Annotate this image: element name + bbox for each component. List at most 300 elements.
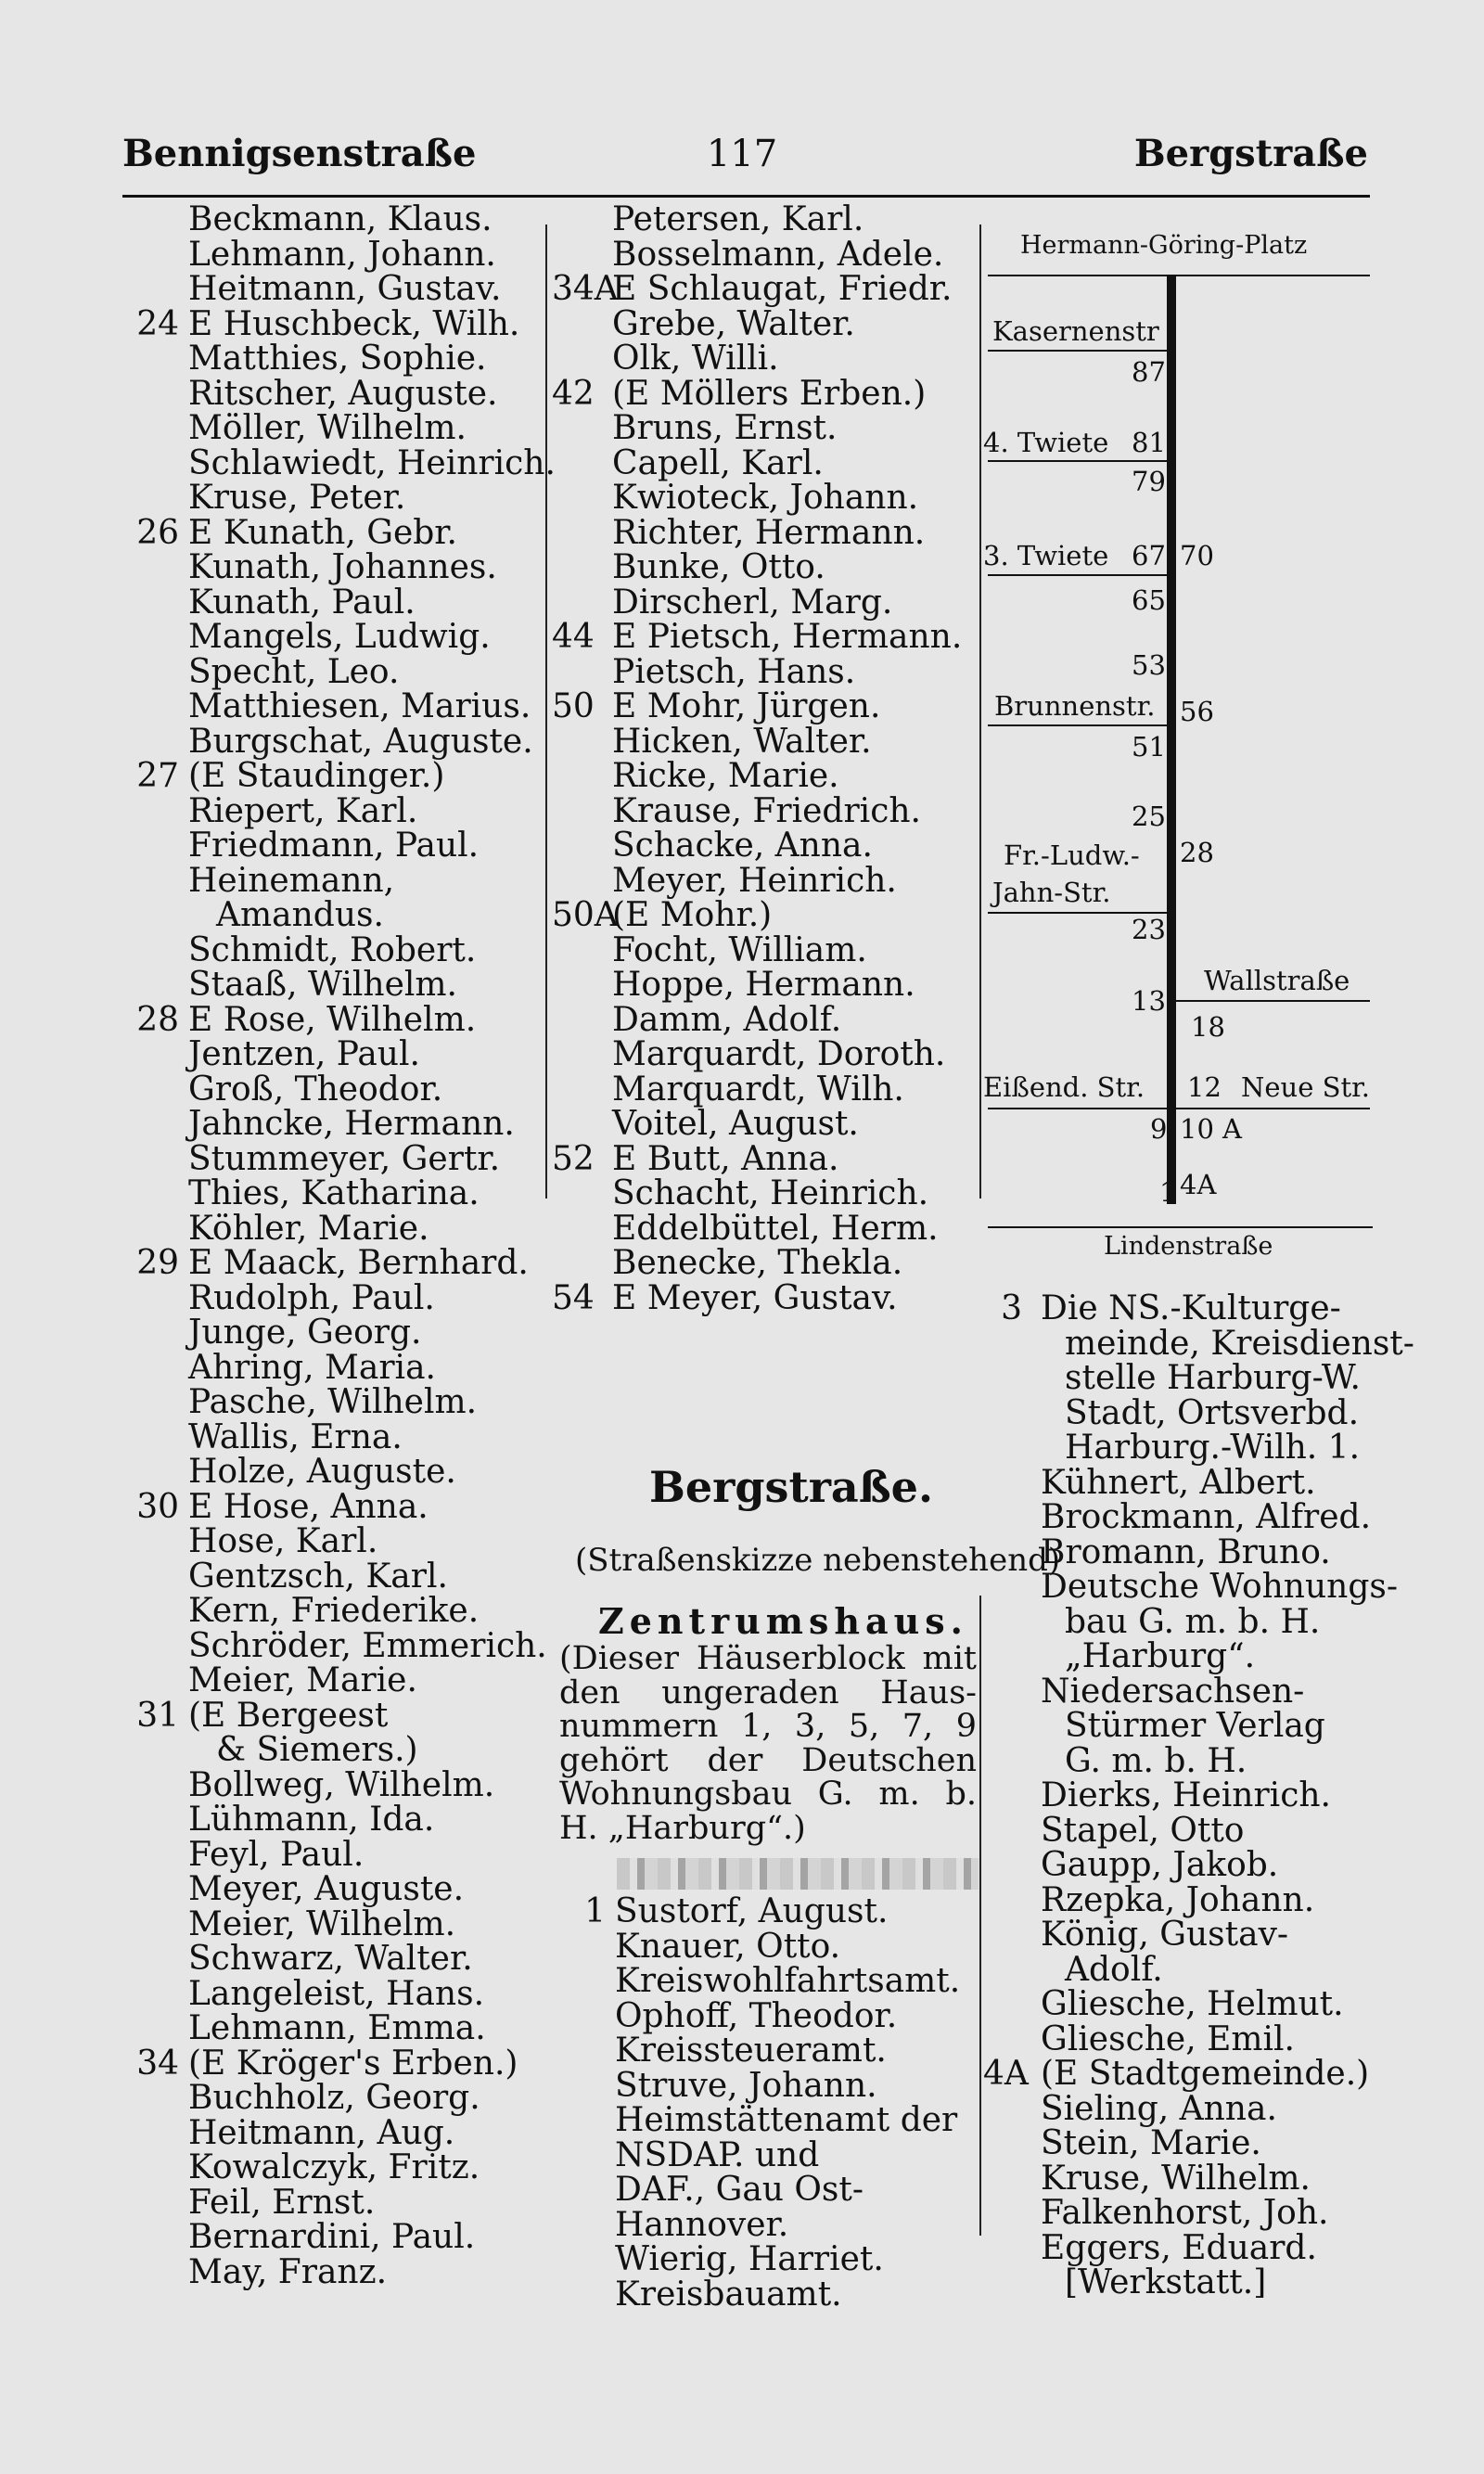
sketch-label-jahn-2: Jahn-Str. bbox=[992, 877, 1111, 908]
resident-name: Kruse, Wilhelm. bbox=[1041, 2159, 1311, 2198]
list-item bbox=[552, 1139, 974, 1178]
resident-name: Matthiesen, Marius. bbox=[188, 687, 531, 725]
column-bergstrasse bbox=[983, 1289, 1414, 2301]
sketch-label-3-twiete: 3. Twiete bbox=[983, 540, 1109, 571]
list-item bbox=[125, 2081, 543, 2116]
list-item bbox=[125, 1872, 543, 1907]
header-rule bbox=[122, 195, 1370, 198]
zentrumshaus-heading: Zentrumshaus. bbox=[598, 1600, 968, 1642]
resident-name: Meyer, Auguste. bbox=[188, 1870, 465, 1908]
resident-name: Focht, William. bbox=[612, 930, 867, 969]
list-item bbox=[983, 1393, 1373, 1432]
resident-name: May, Franz. bbox=[188, 2252, 388, 2291]
list-item bbox=[125, 1942, 543, 1977]
house-number: 4A bbox=[983, 2055, 1029, 2093]
note-line: (Dieser Häuserblock mit bbox=[559, 1640, 977, 1677]
column-divider-1 bbox=[545, 224, 547, 1199]
list-item bbox=[983, 1778, 1373, 1814]
resident-name: Marquardt, Doroth. bbox=[612, 1035, 946, 1073]
sketch-number: 23 bbox=[1132, 914, 1166, 945]
resident-name: E Mohr, Jürgen. bbox=[612, 687, 881, 725]
resident-name: Damm, Adolf. bbox=[612, 1000, 842, 1039]
note-line: H. „Harburg“.) bbox=[559, 1809, 806, 1847]
list-item bbox=[552, 1964, 979, 1999]
resident-name: Grebe, Walter. bbox=[612, 304, 855, 343]
house-number: 29 bbox=[136, 1244, 179, 1282]
resident-name: Heitmann, Aug. bbox=[188, 2113, 455, 2152]
sketch-line bbox=[988, 275, 1370, 276]
list-item bbox=[983, 1324, 1414, 1363]
resident-name: Stummeyer, Gertr. bbox=[188, 1139, 501, 1178]
resident-name: Schacke, Anna. bbox=[612, 827, 873, 865]
resident-name: E Rose, Wilhelm. bbox=[188, 1000, 477, 1039]
list-item bbox=[125, 724, 543, 760]
list-item bbox=[125, 1487, 543, 1526]
list-item bbox=[125, 550, 543, 585]
list-item bbox=[552, 550, 974, 585]
sketch-line bbox=[988, 350, 1169, 352]
house-number: 1 bbox=[584, 1892, 606, 1930]
list-item bbox=[552, 2066, 979, 2105]
resident-name: E Pietsch, Hermann. bbox=[612, 618, 963, 656]
sketch-line bbox=[988, 1108, 1370, 1109]
list-item bbox=[983, 1950, 1373, 1989]
resident-name: Holze, Auguste. bbox=[188, 1453, 456, 1491]
resident-name: Friedmann, Paul. bbox=[188, 827, 480, 865]
list-item bbox=[125, 1733, 543, 1768]
resident-name: Mangels, Ludwig. bbox=[188, 618, 491, 656]
resident-name: G. m. b. H. bbox=[1065, 1741, 1247, 1780]
list-item bbox=[983, 2265, 1373, 2301]
resident-name: Kreiswohlfahrtsamt. bbox=[615, 1962, 961, 2000]
resident-name: Riepert, Karl. bbox=[188, 791, 418, 830]
list-item bbox=[552, 2103, 979, 2138]
list-item bbox=[125, 1904, 543, 1943]
list-item bbox=[125, 304, 543, 343]
resident-name: Jahncke, Hermann. bbox=[188, 1105, 515, 1143]
list-item bbox=[125, 585, 543, 621]
resident-name: Specht, Leo. bbox=[188, 652, 400, 691]
list-item bbox=[125, 1246, 543, 1281]
sketch-number: 53 bbox=[1132, 649, 1166, 681]
sketch-number: 79 bbox=[1132, 466, 1166, 497]
list-item bbox=[552, 1894, 979, 1929]
list-item bbox=[983, 2196, 1373, 2231]
list-item bbox=[552, 1000, 974, 1039]
list-item bbox=[552, 1996, 979, 2035]
resident-name: Sieling, Anna. bbox=[1041, 2089, 1277, 2128]
sketch-number: 13 bbox=[1132, 985, 1166, 1017]
sketch-number: 81 bbox=[1132, 427, 1166, 458]
resident-name: bau G. m. b. H. bbox=[1065, 1602, 1321, 1641]
column-divider-2 bbox=[979, 224, 981, 1199]
resident-name: Meyer, Heinrich. bbox=[612, 861, 897, 900]
resident-name: Groß, Theodor. bbox=[188, 1070, 443, 1109]
street-heading: Bergstraße. bbox=[649, 1462, 933, 1512]
sketch-number: 25 bbox=[1132, 801, 1166, 832]
resident-name: Hicken, Walter. bbox=[612, 722, 872, 761]
list-item bbox=[125, 1000, 543, 1039]
sketch-number: 18 bbox=[1191, 1011, 1225, 1043]
sketch-number: 70 bbox=[1180, 540, 1214, 571]
resident-name: E Butt, Anna. bbox=[612, 1139, 839, 1178]
resident-name: Krause, Friedrich. bbox=[612, 791, 921, 830]
list-item bbox=[552, 513, 974, 552]
list-item bbox=[125, 1455, 543, 1490]
resident-name: Köhler, Marie. bbox=[188, 1209, 429, 1248]
resident-name: (E Kröger's Erben.) bbox=[188, 2044, 518, 2083]
list-item bbox=[125, 2150, 543, 2186]
list-item bbox=[125, 1594, 543, 1629]
house-number: 30 bbox=[136, 1487, 179, 1526]
house-number: 27 bbox=[136, 757, 179, 795]
list-item bbox=[983, 1500, 1373, 1535]
resident-name: Capell, Karl. bbox=[612, 443, 824, 482]
resident-name: Ophoff, Theodor. bbox=[615, 1996, 898, 2035]
list-item bbox=[552, 2173, 979, 2208]
house-number: 52 bbox=[552, 1139, 595, 1178]
list-item bbox=[983, 1532, 1373, 1571]
list-item bbox=[552, 2242, 979, 2277]
list-item bbox=[125, 861, 543, 900]
list-item bbox=[552, 1246, 974, 1281]
resident-name: Falkenhorst, Joh. bbox=[1041, 2194, 1329, 2232]
resident-name: Burgschat, Auguste. bbox=[188, 722, 533, 761]
resident-name: Meier, Marie. bbox=[188, 1661, 417, 1699]
list-item bbox=[983, 1848, 1373, 1883]
list-item bbox=[552, 2033, 979, 2069]
resident-name: Feil, Ernst. bbox=[188, 2183, 376, 2222]
resident-name: Stapel, Otto bbox=[1041, 1811, 1245, 1850]
sketch-label-wallstrasse: Wallstraße bbox=[1204, 965, 1350, 996]
resident-name: Ahring, Maria. bbox=[188, 1348, 436, 1387]
resident-name: Lehmann, Emma. bbox=[188, 2009, 486, 2047]
list-item bbox=[552, 1278, 974, 1317]
resident-name: & Siemers.) bbox=[216, 1731, 418, 1769]
house-number: 44 bbox=[552, 618, 595, 656]
list-item bbox=[125, 2113, 543, 2152]
resident-name: Lühmann, Ida. bbox=[188, 1801, 435, 1839]
list-item bbox=[125, 1559, 543, 1595]
sketch-number: 4A bbox=[1180, 1169, 1217, 1200]
resident-name: König, Gustav- bbox=[1041, 1916, 1289, 1954]
resident-name: Kowalczyk, Fritz. bbox=[188, 2148, 480, 2186]
list-item bbox=[983, 2228, 1373, 2267]
list-item bbox=[125, 2183, 543, 2222]
sketch-label-hermann-goering-platz: Hermann-Göring-Platz bbox=[1020, 231, 1308, 260]
resident-name: Wierig, Harriet. bbox=[615, 2240, 884, 2278]
house-number: 54 bbox=[552, 1278, 595, 1317]
resident-name: Kunath, Johannes. bbox=[188, 548, 497, 586]
list-item bbox=[125, 2252, 543, 2291]
resident-name: Knauer, Otto. bbox=[615, 1927, 841, 1966]
sketch-number: 56 bbox=[1180, 696, 1214, 727]
resident-name: Gentzsch, Karl. bbox=[188, 1557, 448, 1596]
resident-name: Kreissteueramt. bbox=[615, 2032, 887, 2070]
list-item bbox=[983, 1430, 1373, 1466]
resident-name: Heitmann, Gustav. bbox=[188, 270, 502, 308]
list-item bbox=[983, 1568, 1399, 1606]
list-item bbox=[552, 791, 974, 830]
list-item bbox=[552, 202, 974, 237]
resident-name: Buchholz, Georg. bbox=[188, 2079, 480, 2117]
list-item bbox=[125, 1315, 543, 1351]
resident-name: Ricke, Marie. bbox=[612, 757, 839, 795]
list-item bbox=[125, 1278, 543, 1317]
list-item bbox=[552, 1072, 974, 1108]
list-item bbox=[552, 652, 974, 691]
resident-name: E Maack, Bernhard. bbox=[188, 1244, 529, 1282]
list-item bbox=[552, 759, 974, 794]
list-item bbox=[125, 1037, 543, 1072]
resident-name: Adolf. bbox=[1065, 1950, 1163, 1989]
list-item bbox=[552, 1211, 974, 1247]
note-line: den ungeraden Haus- bbox=[559, 1673, 977, 1711]
resident-name: Heinemann, bbox=[188, 861, 395, 900]
list-item bbox=[125, 2011, 543, 2046]
sketch-label-lindenstrasse: Lindenstraße bbox=[1104, 1232, 1273, 1261]
resident-name: E Kunath, Gebr. bbox=[188, 513, 458, 552]
list-item bbox=[125, 1524, 543, 1559]
sketch-number: 10 bbox=[1180, 1113, 1214, 1145]
resident-name: Staaß, Wilhelm. bbox=[188, 966, 457, 1004]
list-item bbox=[552, 1037, 974, 1072]
list-item bbox=[125, 898, 543, 933]
house-number: 42 bbox=[552, 374, 595, 413]
resident-name: E Hose, Anna. bbox=[188, 1487, 429, 1526]
list-item bbox=[983, 2161, 1373, 2197]
sketch-number: 12 bbox=[1187, 1071, 1222, 1103]
resident-name: Wallis, Erna. bbox=[188, 1417, 403, 1456]
sketch-label-jahn-1: Fr.-Ludw.- bbox=[1004, 840, 1140, 871]
resident-name: (E Möllers Erben.) bbox=[612, 374, 927, 413]
resident-name: Bernardini, Paul. bbox=[188, 2218, 476, 2256]
resident-name: Kwioteck, Johann. bbox=[612, 479, 919, 517]
list-item bbox=[552, 2135, 979, 2174]
list-item bbox=[983, 1880, 1373, 1919]
sketch-number: 65 bbox=[1132, 584, 1166, 616]
resident-name: [Werkstatt.] bbox=[1065, 2263, 1267, 2301]
list-item bbox=[983, 1987, 1373, 2022]
list-item bbox=[125, 481, 543, 516]
resident-name: Rudolph, Paul. bbox=[188, 1278, 435, 1317]
list-item bbox=[552, 304, 974, 343]
resident-name: DAF., Gau Ost- bbox=[615, 2171, 864, 2209]
list-item bbox=[125, 652, 543, 691]
resident-name: E Schlaugat, Friedr. bbox=[612, 270, 953, 308]
column-divider-2-lower bbox=[979, 1596, 981, 2236]
list-item bbox=[125, 272, 543, 307]
sketch-label-kasernenstr: Kasernenstr bbox=[992, 315, 1159, 347]
sketch-line bbox=[988, 460, 1169, 462]
resident-name: Kühnert, Albert. bbox=[1041, 1463, 1316, 1502]
list-item bbox=[125, 202, 543, 237]
sketch-label-brunnenstr: Brunnenstr. bbox=[994, 690, 1156, 722]
list-item bbox=[125, 2046, 543, 2082]
list-item bbox=[983, 2019, 1373, 2058]
list-item bbox=[552, 2205, 979, 2244]
list-item bbox=[125, 1626, 547, 1665]
list-item bbox=[125, 1348, 543, 1387]
resident-name: E Huschbeck, Wilh. bbox=[188, 304, 520, 343]
list-item bbox=[983, 2057, 1373, 2092]
resident-name: Gliesche, Helmut. bbox=[1041, 1985, 1344, 2023]
list-item bbox=[552, 898, 974, 933]
list-item bbox=[983, 1811, 1373, 1850]
resident-name: Schröder, Emmerich. bbox=[188, 1626, 547, 1665]
list-item bbox=[552, 930, 974, 969]
sketch-line bbox=[988, 1226, 1373, 1228]
list-item bbox=[552, 585, 974, 621]
list-item bbox=[552, 341, 974, 377]
resident-name: Pietsch, Hans. bbox=[612, 652, 856, 691]
sketch-number: 87 bbox=[1132, 356, 1166, 388]
list-item bbox=[983, 2089, 1373, 2128]
list-item bbox=[125, 1417, 543, 1456]
resident-name: Petersen, Karl. bbox=[612, 200, 864, 238]
list-item bbox=[125, 1765, 543, 1804]
resident-name: Dierks, Heinrich. bbox=[1041, 1776, 1331, 1814]
list-item bbox=[125, 1139, 543, 1178]
list-item bbox=[125, 1176, 543, 1211]
list-item bbox=[552, 481, 974, 516]
resident-name: Heimstättenamt der bbox=[615, 2101, 958, 2139]
list-item bbox=[983, 2126, 1373, 2161]
list-item bbox=[552, 411, 974, 446]
street-subtitle: (Straßenskizze nebenstehend) bbox=[575, 1542, 1061, 1579]
resident-name: Junge, Georg. bbox=[188, 1314, 422, 1352]
resident-name: Stürmer Verlag bbox=[1065, 1707, 1325, 1745]
header-left-street: Bennigsenstraße bbox=[122, 132, 477, 175]
sketch-label-neue-str: Neue Str. bbox=[1241, 1071, 1371, 1103]
resident-name: Brockmann, Alfred. bbox=[1041, 1498, 1372, 1536]
list-item bbox=[125, 791, 543, 830]
resident-name: Voitel, August. bbox=[612, 1105, 859, 1143]
resident-name: Ritscher, Auguste. bbox=[188, 374, 498, 413]
list-item bbox=[125, 1698, 543, 1734]
list-item bbox=[125, 411, 543, 446]
house-number: 50A bbox=[552, 896, 619, 934]
list-item bbox=[125, 374, 543, 413]
resident-name: Kern, Friederike. bbox=[188, 1592, 480, 1630]
resident-name: meinde, Kreisdienst- bbox=[1065, 1324, 1414, 1363]
resident-name: Kreisbauamt. bbox=[615, 2275, 842, 2314]
resident-name: Niedersachsen- bbox=[1041, 1672, 1305, 1711]
header-right-street: Bergstraße bbox=[1133, 132, 1368, 175]
resident-name: (E Stadtgemeinde.) bbox=[1041, 2055, 1370, 2093]
house-number: 24 bbox=[136, 304, 179, 343]
list-item bbox=[125, 1663, 543, 1698]
sketch-label-eissend-str: Eißend. Str. bbox=[983, 1071, 1145, 1103]
list-item bbox=[125, 930, 543, 969]
resident-name: Bromann, Bruno. bbox=[1041, 1532, 1331, 1571]
resident-name: Stadt, Ortsverbd. bbox=[1065, 1393, 1360, 1432]
list-item bbox=[983, 1602, 1373, 1641]
resident-name: Deutsche Wohnungs- bbox=[1041, 1568, 1399, 1606]
page-number: 117 bbox=[706, 133, 778, 175]
resident-name: Kunath, Paul. bbox=[188, 583, 416, 622]
resident-name: stelle Harburg-W. bbox=[1065, 1359, 1361, 1397]
sketch-label-4-twiete: 4. Twiete bbox=[983, 427, 1109, 458]
house-number: 34 bbox=[136, 2044, 179, 2083]
resident-name: Richter, Hermann. bbox=[612, 513, 926, 552]
column-bennigsenstrasse-cont bbox=[552, 202, 974, 1315]
resident-name: Struve, Johann. bbox=[615, 2066, 877, 2105]
list-item bbox=[552, 443, 974, 482]
list-item bbox=[552, 828, 974, 864]
sketch-number: 1 bbox=[1159, 1176, 1177, 1208]
list-item bbox=[552, 1176, 974, 1211]
note-line: nummern 1, 3, 5, 7, 9 bbox=[559, 1708, 977, 1745]
house-number: 50 bbox=[552, 687, 595, 725]
resident-name: (E Bergeest bbox=[188, 1696, 389, 1735]
house-number: 26 bbox=[136, 513, 179, 552]
sketch-line bbox=[988, 574, 1169, 576]
note-line: gehört der Deutschen bbox=[559, 1741, 977, 1779]
list-item bbox=[552, 272, 974, 307]
sketch-number: 67 bbox=[1132, 540, 1166, 571]
house-number: 28 bbox=[136, 1000, 179, 1039]
resident-name: Feyl, Paul. bbox=[188, 1835, 365, 1874]
resident-name: Olk, Willi. bbox=[612, 340, 779, 378]
resident-name: Hannover. bbox=[615, 2205, 789, 2244]
resident-name: Die NS.-Kulturge- bbox=[1041, 1289, 1341, 1327]
sketch-line bbox=[988, 724, 1169, 726]
list-item bbox=[125, 1974, 543, 2013]
list-item bbox=[552, 620, 974, 655]
resident-name: „Harburg“. bbox=[1065, 1637, 1256, 1675]
resident-name: Dirscherl, Marg. bbox=[612, 583, 893, 622]
house-number: 31 bbox=[136, 1696, 179, 1735]
sketch-number: 28 bbox=[1180, 837, 1214, 868]
list-item bbox=[552, 374, 974, 413]
resident-name: NSDAP. und bbox=[615, 2135, 820, 2174]
resident-name: Pasche, Wilhelm. bbox=[188, 1383, 478, 1421]
resident-name: Marquardt, Wilh. bbox=[612, 1070, 904, 1109]
list-item bbox=[125, 341, 543, 377]
list-item bbox=[125, 237, 543, 273]
list-item bbox=[125, 1072, 543, 1108]
list-item bbox=[983, 1361, 1373, 1396]
resident-name: Meier, Wilhelm. bbox=[188, 1904, 456, 1943]
list-item bbox=[125, 759, 543, 794]
resident-name: Thies, Katharina. bbox=[188, 1174, 480, 1212]
list-item bbox=[125, 513, 543, 552]
resident-name: Schwarz, Walter. bbox=[188, 1940, 473, 1978]
sketch-number: A bbox=[1222, 1113, 1242, 1145]
resident-name: Bruns, Ernst. bbox=[612, 409, 838, 447]
list-item bbox=[125, 620, 543, 655]
resident-name: Bollweg, Wilhelm. bbox=[188, 1765, 495, 1804]
list-item bbox=[552, 2277, 979, 2313]
resident-name: (E Staudinger.) bbox=[188, 757, 445, 795]
resident-name: Schacht, Heinrich. bbox=[612, 1174, 929, 1212]
sketch-line bbox=[1173, 1000, 1370, 1002]
resident-name: Matthies, Sophie. bbox=[188, 340, 487, 378]
list-item bbox=[125, 443, 556, 482]
list-item bbox=[552, 861, 974, 900]
list-item bbox=[983, 1291, 1373, 1327]
resident-name: Möller, Wilhelm. bbox=[188, 409, 467, 447]
list-item bbox=[552, 689, 974, 724]
resident-name: Schlawiedt, Heinrich. bbox=[188, 443, 556, 482]
list-item bbox=[552, 237, 974, 273]
list-item bbox=[983, 1463, 1373, 1502]
list-item bbox=[125, 1802, 543, 1838]
resident-name: Hoppe, Hermann. bbox=[612, 966, 915, 1004]
house-number: 3 bbox=[1001, 1289, 1022, 1327]
resident-name: Eggers, Eduard. bbox=[1041, 2228, 1317, 2267]
